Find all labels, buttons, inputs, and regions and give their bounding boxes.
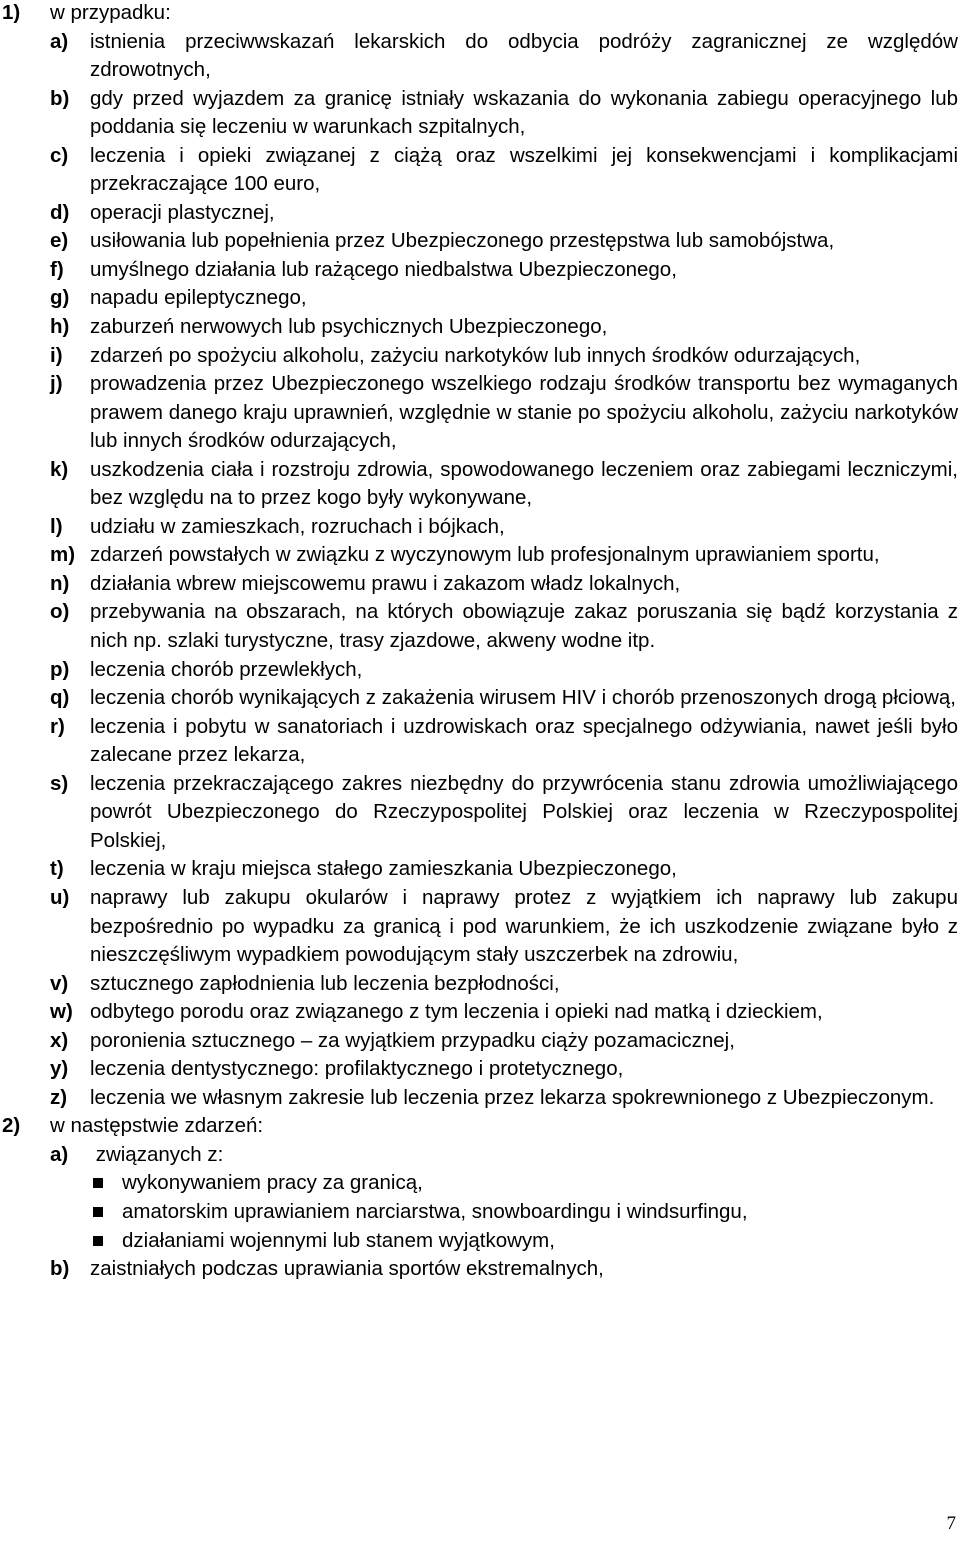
- list-item-content: [90, 541, 958, 570]
- list-item-text: gdy przed wyjazdem za granicę istniały wskazania do wykonania zabiegu operacyjnego lub poddania się leczeniu w warunkach szpitalnych,: [90, 86, 958, 139]
- list-item-content: [90, 713, 958, 770]
- bullet-text: wykonywaniem pracy za granicą,: [122, 1171, 423, 1195]
- list-item-content: [90, 256, 958, 285]
- list-item-content: [90, 884, 958, 970]
- list-item-text: sztucznego zapłodnienia lub leczenia bezpłodności,: [90, 971, 560, 995]
- list-item-text: uszkodzenia ciała i rozstroju zdrowia, spowodowanego leczeniem oraz zabiegami leczniczymi, bez względu na to przez kogo były wykonywane,: [90, 457, 958, 510]
- list-item: [50, 1055, 958, 1084]
- list-item-content: [90, 142, 958, 199]
- list-item: [50, 1027, 958, 1056]
- list-item-letter: t): [50, 857, 64, 881]
- list-item-text: leczenia w kraju miejsca stałego zamieszkania Ubezpieczonego,: [90, 857, 677, 881]
- list-item-text: działania wbrew miejscowemu prawu i zakazom władz lokalnych,: [90, 571, 681, 595]
- list-item: [50, 142, 958, 199]
- list-item: [50, 884, 958, 970]
- list-item-letter: q): [50, 686, 70, 710]
- list-item-letter: i): [50, 343, 63, 367]
- list-item: [50, 656, 958, 685]
- section-number: 1): [2, 1, 21, 24]
- list-item: [50, 1141, 958, 1255]
- list-item-text: zdarzeń po spożyciu alkoholu, zażyciu narkotyków lub innych środków odurzających,: [90, 343, 861, 367]
- list-item-content: [90, 598, 958, 655]
- bullet-list: [90, 1169, 958, 1255]
- list-item-content: [90, 855, 958, 884]
- list-item-letter: v): [50, 971, 69, 995]
- list-item-content: [90, 770, 958, 856]
- list-item: [50, 541, 958, 570]
- list-item-letter: a): [50, 1142, 69, 1166]
- list-item-text: zaburzeń nerwowych lub psychicznych Ubezpieczonego,: [90, 315, 608, 339]
- list-item-text: leczenia dentystycznego: profilaktycznego i protetycznego,: [90, 1057, 624, 1081]
- list-item: [50, 256, 958, 285]
- list-item-content: [90, 199, 958, 228]
- list-item-content: [90, 970, 958, 999]
- list-item-letter: n): [50, 571, 70, 595]
- section-body: [50, 1112, 958, 1283]
- list-item-letter: b): [50, 86, 70, 110]
- list-item-letter: k): [50, 457, 69, 481]
- list-item: [50, 570, 958, 599]
- section: [2, 0, 958, 1112]
- list-item-text: leczenia we własnym zakresie lub leczenia przez lekarza spokrewnionego z Ubezpieczonym.: [90, 1085, 935, 1109]
- list-item-letter: m): [50, 543, 76, 567]
- list-item-letter: b): [50, 1257, 70, 1281]
- bullet-text: działaniami wojennymi lub stanem wyjątkowym,: [122, 1228, 555, 1252]
- section-number: 2): [2, 1114, 21, 1138]
- list-item-letter: c): [50, 143, 69, 167]
- document-body: [2, 0, 958, 1284]
- section-intro: w przypadku:: [50, 1, 171, 24]
- list-item: [50, 1084, 958, 1113]
- list-item-text: usiłowania lub popełnienia przez Ubezpieczonego przestępstwa lub samobójstwa,: [90, 229, 835, 253]
- list-item-content: [90, 513, 958, 542]
- square-bullet-icon: [90, 1227, 122, 1256]
- list-item-text: napadu epileptycznego,: [90, 286, 307, 310]
- list-item: [50, 456, 958, 513]
- list-item: [50, 1255, 958, 1284]
- square-bullet-icon: [90, 1169, 122, 1198]
- list-item-letter: z): [50, 1085, 68, 1109]
- page-number: 7: [946, 1513, 956, 1534]
- list-item-content: [90, 1027, 958, 1056]
- list-item-content: [90, 370, 958, 456]
- list-item-text: poronienia sztucznego – za wyjątkiem przypadku ciąży pozamacicznej,: [90, 1028, 735, 1052]
- list-item-content: [90, 998, 958, 1027]
- list-item-text: operacji plastycznej,: [90, 200, 275, 224]
- list-item-letter: o): [50, 600, 70, 624]
- list-item-content: [90, 227, 958, 256]
- list-item-letter: g): [50, 286, 70, 310]
- list-item-content: [90, 284, 958, 313]
- list-item-text: zaistniałych podczas uprawiania sportów ekstremalnych,: [90, 1257, 604, 1281]
- section-body: [50, 0, 958, 1112]
- list-item-content: [90, 570, 958, 599]
- list-item-content: [90, 656, 958, 685]
- list-item-letter: h): [50, 315, 70, 339]
- list-item-text: przebywania na obszarach, na których obowiązuje zakaz poruszania się bądź korzystania z nich np. szlaki turystyczne, trasy zjazdowe, akweny wodne itp.: [90, 600, 958, 653]
- bullet-item: [90, 1198, 958, 1227]
- list-item-letter: r): [50, 714, 65, 738]
- square-bullet-icon: [90, 1198, 122, 1227]
- bullet-item: [90, 1227, 958, 1256]
- list-item-text: odbytego porodu oraz związanego z tym leczenia i opieki nad matką i dzieckiem,: [90, 1000, 823, 1024]
- list-item: [50, 855, 958, 884]
- bullet-item: [90, 1169, 958, 1198]
- section-intro: w następstwie zdarzeń:: [50, 1114, 264, 1138]
- bullet-text: amatorskim uprawianiem narciarstwa, snowboardingu i windsurfingu,: [122, 1199, 748, 1223]
- list-item: [50, 713, 958, 770]
- list-item-content: [90, 342, 958, 371]
- list-item: [50, 313, 958, 342]
- list-item-text: związanych z:: [90, 1142, 224, 1166]
- list-item-text: leczenia przekraczającego zakres niezbędny do przywrócenia stanu zdrowia umożliwiającego powrót Ubezpieczonego do Rzeczypospolitej Polskiej oraz leczenia w Rzeczypospolitej Polskiej,: [90, 771, 958, 852]
- list-item-text: leczenia chorób wynikających z zakażenia wirusem HIV i chorób przenoszonych drogą płciową,: [90, 686, 956, 710]
- list-item-text: zdarzeń powstałych w związku z wyczynowym lub profesjonalnym uprawianiem sportu,: [90, 543, 880, 567]
- list-item-text: leczenia i opieki związanej z ciążą oraz wszelkimi jej konsekwencjami i komplikacjami przekraczające 100 euro,: [90, 143, 958, 196]
- list-item-content: [90, 1141, 958, 1255]
- list-item: [50, 85, 958, 142]
- list-item: [50, 970, 958, 999]
- list-item-text: leczenia chorób przewlekłych,: [90, 657, 363, 681]
- list-item-letter: f): [50, 257, 64, 281]
- section: [2, 1112, 958, 1283]
- list-item: [50, 684, 958, 713]
- list-item-content: [90, 456, 958, 513]
- list-item: [50, 342, 958, 371]
- list-item: [50, 598, 958, 655]
- list-item: [50, 770, 958, 856]
- list-item-letter: x): [50, 1028, 69, 1052]
- list-item-content: [90, 85, 958, 142]
- list-item-text: prowadzenia przez Ubezpieczonego wszelkiego rodzaju środków transportu bez wymaganych prawem danego kraju uprawnień, względnie w stanie po spożyciu alkoholu, zażyciu narkotyków lub innych środków odurzających,: [90, 372, 958, 453]
- list-item-letter: d): [50, 200, 70, 224]
- list-item: [50, 998, 958, 1027]
- list-item-content: [90, 1255, 958, 1284]
- list-item: [50, 28, 958, 85]
- list-item-content: [90, 1084, 958, 1113]
- list-item-content: [90, 313, 958, 342]
- list-item-letter: u): [50, 885, 70, 909]
- list-item-content: [90, 28, 958, 85]
- list-item-text: naprawy lub zakupu okularów i naprawy protez z wyjątkiem ich naprawy lub zakupu bezpośrednio po wypadku za granicą i pod warunkiem, że ich uszkodzenie związane było z nieszczęśliwym wypadkiem powodującym stały uszczerbek na zdrowiu,: [90, 885, 958, 967]
- list-item-letter: j): [50, 372, 63, 396]
- list-item-letter: a): [50, 29, 69, 53]
- list-item: [50, 513, 958, 542]
- list-item-text: istnienia przeciwwskazań lekarskich do odbycia podróży zagranicznej ze względów zdrowotnych,: [90, 29, 958, 82]
- list-item-text: leczenia i pobytu w sanatoriach i uzdrowiskach oraz specjalnego odżywiania, nawet jeśli było zalecane przez lekarza,: [90, 714, 958, 767]
- list-item-letter: e): [50, 229, 69, 253]
- list-item-text: umyślnego działania lub rażącego niedbalstwa Ubezpieczonego,: [90, 257, 677, 281]
- list-item-text: udziału w zamieszkach, rozruchach i bójkach,: [90, 514, 505, 538]
- list-item: [50, 227, 958, 256]
- list-item-letter: s): [50, 771, 69, 795]
- list-item: [50, 284, 958, 313]
- list-item-letter: w): [50, 1000, 73, 1024]
- list-item-letter: p): [50, 657, 70, 681]
- list-item-content: [90, 1055, 958, 1084]
- list-item-content: [90, 684, 958, 713]
- list-item: [50, 199, 958, 228]
- list-item: [50, 370, 958, 456]
- list-item-letter: y): [50, 1057, 69, 1081]
- list-item-letter: l): [50, 514, 63, 538]
